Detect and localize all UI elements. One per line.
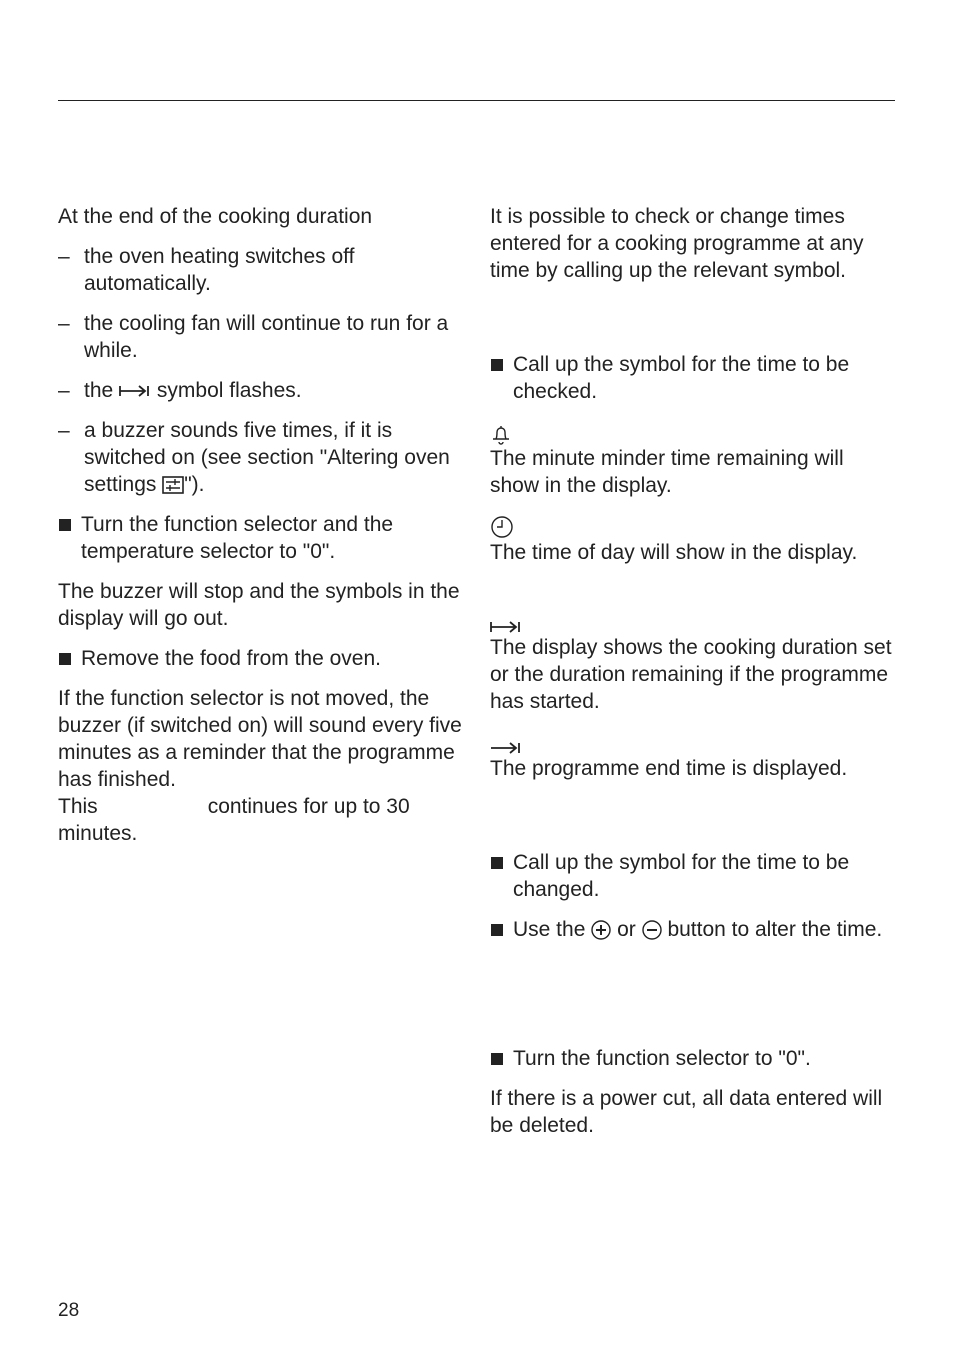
bullet-buzzer: – a buzzer sounds five times, if it is switched on (see section "Altering oven settings "). (58, 417, 466, 498)
end-time-icon (490, 741, 522, 755)
intro-text: At the end of the cooking duration (58, 205, 373, 228)
bullet-heating-off: – the oven heating switches off automatically. (58, 243, 466, 297)
step-remove-food: Remove the food from the oven. (58, 645, 466, 672)
step-turn-selectors: Turn the function selector and the temperature selector to "0". (58, 511, 466, 565)
end-time-text: The programme end time is displayed. (490, 757, 848, 780)
plus-button-icon (591, 920, 611, 940)
power-cut-text: If there is a power cut, all data entered will be deleted. (490, 1087, 883, 1137)
minute-minder-text: The minute minder time remaining will show in the display. (490, 447, 844, 497)
cooking-duration-icon (490, 620, 522, 634)
check-change-intro: It is possible to check or change times entered for a cooking programme at any time by calling up the relevant symbol. (490, 205, 864, 282)
bullet-cooling-fan: – the cooling fan will continue to run for a while. (58, 310, 466, 364)
left-column (58, 203, 466, 847)
reminder-text: If the function selector is not moved, the buzzer (if switched on) will sound every five minutes as a reminder that the programme has finished. (58, 687, 462, 791)
reminder-duration-text: This continues for up to 30 minutes. (58, 795, 410, 845)
cooking-duration-text: The display shows the cooking duration set or the duration remaining if the programme has started. (490, 636, 892, 713)
cooking-duration-icon (119, 384, 151, 398)
page-number: 28 (58, 1300, 80, 1321)
clock-icon (490, 515, 514, 539)
header-rule (58, 100, 895, 101)
settings-icon (162, 476, 184, 494)
time-of-day-text: The time of day will show in the display. (490, 541, 858, 564)
right-column (490, 203, 895, 1139)
step-call-up-change: Call up the symbol for the time to be changed. (490, 849, 895, 903)
bullet-symbol-flashes: – the symbol flashes. (58, 377, 466, 404)
step-call-up-check: Call up the symbol for the time to be checked. (490, 351, 895, 405)
minus-button-icon (642, 920, 662, 940)
bell-icon (490, 423, 512, 445)
step-use-buttons: Use the or button to alter the time. (490, 916, 895, 943)
step-turn-function-selector: Turn the function selector to "0". (490, 1045, 895, 1072)
buzzer-stop-text: The buzzer will stop and the symbols in the display will go out. (58, 580, 460, 630)
